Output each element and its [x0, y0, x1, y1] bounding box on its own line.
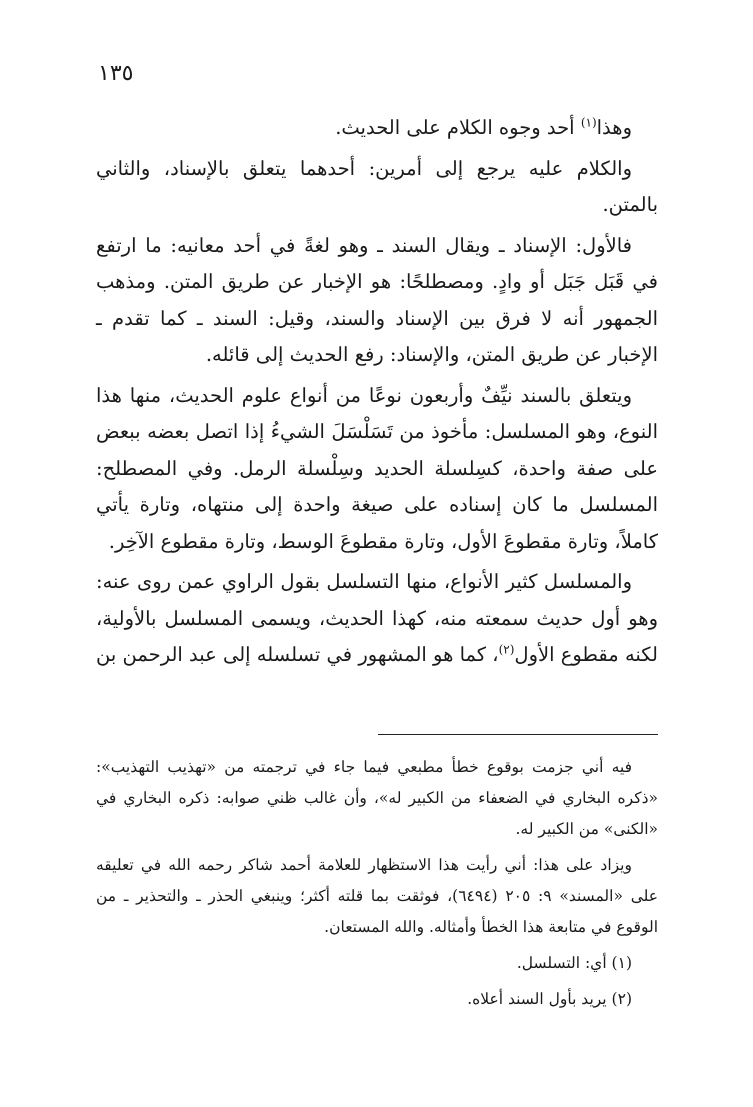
footnotes [96, 752, 658, 1020]
paragraph-2: والكلام عليه يرجع إلى أمرين: أحدهما يتعلق بالإسناد، والثاني بالمتن. [96, 156, 658, 216]
footnote-divider [378, 734, 658, 735]
footnote-1: (١) أي: التسلسل. [516, 954, 632, 972]
paragraph-5-start: والمسلسل كثير الأنواع، منها التسلسل بقول الراوي عمن روى عنه: وهو أول حديث سمعته منه، كهذا الحديث، ويسمى المسلسل بالأولية، لكنه مقطوع الأول [96, 570, 658, 666]
paragraph-1-end: أحد وجوه الكلام على الحديث. [335, 116, 581, 139]
footnote-continuation: فيه أني جزمت بوقوع خطأ مطبعي فيما جاء في ترجمته من «تهذيب التهذيب»: «ذكره البخاري في الضعفاء من الكبير له»، وأن غالب ظني صوابه: ذكره البخاري في «الكنى» من الكبير له. [96, 758, 658, 838]
footnote-ref-2: (٢) [498, 642, 515, 657]
paragraph-1-start: وهذا [596, 116, 632, 139]
paragraph-3: فالأول: الإسناد ـ ويقال السند ـ وهو لغةً في أحد معانيه: ما ارتفع في قَبَل جَبَل أو وادٍ. ومصطلحًا: هو الإخبار عن طريق المتن. ومذهب الجمهور أنه لا فرق بين الإسناد والسند، وقيل: السند ـ كما تقدم ـ الإخبار عن طريق المتن، والإسناد: رفع الحديث إلى قائله. [96, 233, 658, 366]
paragraph-5 [96, 564, 658, 674]
paragraph-4: ويتعلق بالسند نيِّفٌ وأربعون نوعًا من أنواع علوم الحديث، منها هذا النوع، وهو المسلسل: مأخوذ من تَسَلْسَلَ الشيءُ إذا اتصل بعضه ببعض على صفة واحدة، كسِلسلة الحديد وسِلْسلة الرمل. وفي المصطلح: المسلسل ما كان إسناده على صيغة واحدة إلى منتهاه، وتارة يأتي كاملاً، وتارة مقطوعَ الأول، وتارة مقطوعَ الوسط، وتارة مقطوع الآخِر. [96, 383, 658, 553]
footnote-addendum: ويزاد على هذا: أني رأيت هذا الاستظهار للعلامة أحمد شاكر رحمه الله في تعليقه على «المسند» ٩: ٢٠٥ (٦٤٩٤)، فوثقت بما قلته أكثر؛ وينبغي الحذر ـ والتحذير ـ من الوقوع في متابعة هذا الخطأ وأمثاله. والله المستعان. [96, 856, 658, 936]
footnote-ref-1: (١) [580, 115, 597, 130]
page-number: ١٣٥ [98, 61, 134, 86]
paragraph-5-end: ، كما هو المشهور في تسلسله إلى عبد الرحمن بن [96, 643, 499, 666]
main-text [96, 110, 658, 678]
footnote-2: (٢) يريد بأول السند أعلاه. [467, 990, 632, 1008]
paragraph-1 [96, 110, 658, 147]
